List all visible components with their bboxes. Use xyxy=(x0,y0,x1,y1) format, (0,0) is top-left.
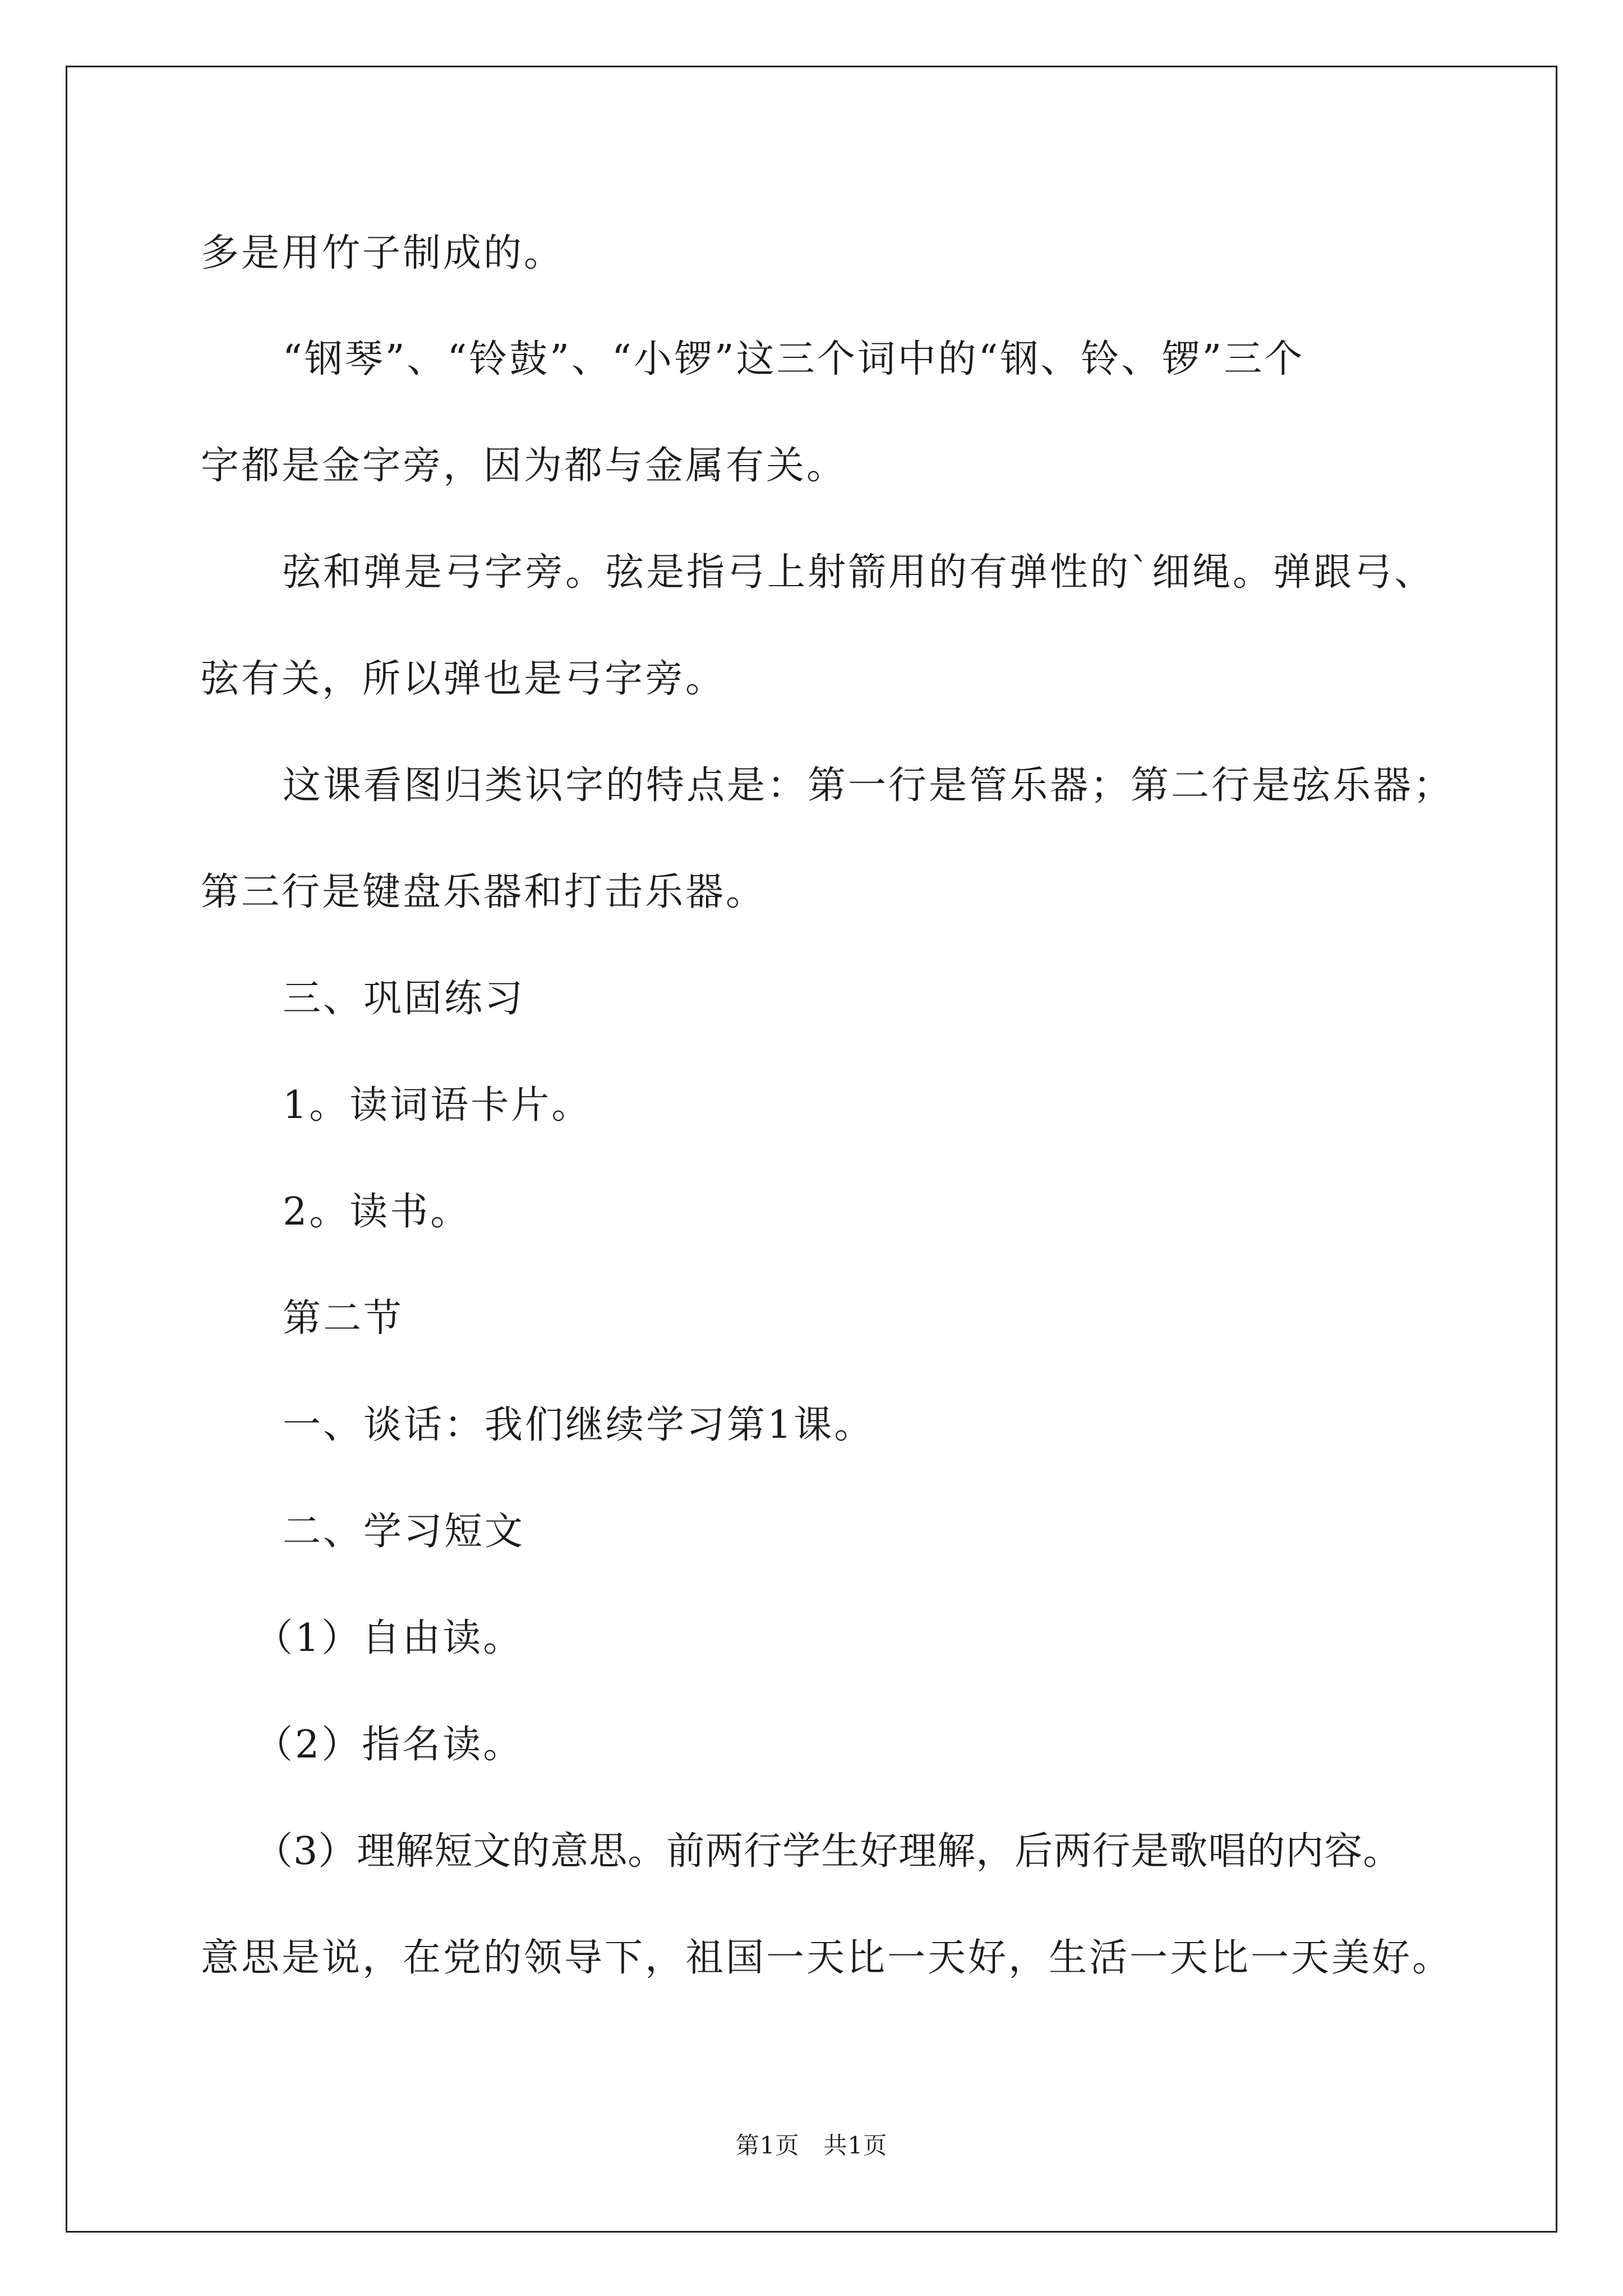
text-line-15: （2）指名读。 xyxy=(255,1723,524,1767)
section-heading-second: 第二节 xyxy=(283,1296,404,1341)
text-line-9: 1。读词语卡片。 xyxy=(283,1083,592,1128)
section-heading-study: 二、学习短文 xyxy=(283,1510,525,1554)
text-line-14: （1）自由读。 xyxy=(255,1616,524,1660)
page-border xyxy=(66,66,1557,2233)
text-line-16: （3）理解短文的意思。前两行学生好理解，后两行是歌唱的内容。 xyxy=(255,1829,1402,1874)
page-number: 第1页 共1页 xyxy=(735,2132,888,2159)
text-line-12: 一、谈话：我们继续学习第1课。 xyxy=(283,1403,875,1447)
text-line-3: 字都是金字旁，因为都与金属有关。 xyxy=(201,444,847,488)
text-line-2: “钢琴”、“铃鼓”、“小锣”这三个词中的“钢、铃、锣”三个 xyxy=(283,337,1305,381)
text-line-17: 意思是说，在党的领导下，祖国一天比一天好，生活一天比一天美好。 xyxy=(201,1936,1453,1980)
text-line-10: 2。读书。 xyxy=(283,1190,471,1234)
text-line-1: 多是用竹子制成的。 xyxy=(201,231,565,275)
text-line-6: 这课看图归类识字的特点是：第一行是管乐器；第二行是弦乐器； xyxy=(283,763,1454,808)
text-line-5: 弦有关，所以弹也是弓字旁。 xyxy=(201,657,726,701)
section-heading-consolidation: 三、巩固练习 xyxy=(283,977,525,1021)
text-line-7: 第三行是键盘乐器和打击乐器。 xyxy=(201,870,767,914)
text-line-4: 弦和弹是弓字旁。弦是指弓上射箭用的有弹性的`细绳。弹跟弓、 xyxy=(283,550,1435,595)
